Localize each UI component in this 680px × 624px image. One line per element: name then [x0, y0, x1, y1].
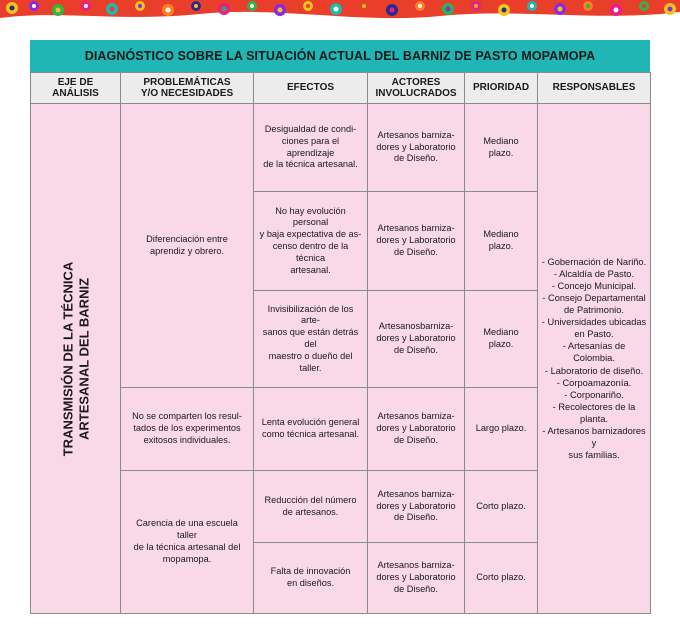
- header-efectos: EFECTOS: [254, 73, 368, 104]
- prioridad-cell: Mediano plazo.: [465, 192, 538, 291]
- responsable-item: - Gobernación de Nariño.: [541, 256, 647, 267]
- efecto-cell: No hay evolución personal y baja expectativa de as- censo dentro de la técnica artesanal.: [254, 192, 368, 291]
- table-row: [31, 104, 651, 192]
- responsable-item: - Recolectores de la planta.: [552, 401, 636, 424]
- efecto-cell: Desigualdad de condi- ciones para el aprendizaje de la técnica artesanal.: [254, 104, 368, 192]
- responsables-list: [541, 256, 647, 461]
- eje-label: TRANSMISIÓN DE LA TÉCNICA ARTESANAL DEL BARNIZ: [59, 261, 91, 456]
- responsable-item: sus familias.: [568, 450, 620, 461]
- responsable-item: - Concejo Municipal.: [551, 280, 637, 291]
- header-row: [31, 73, 651, 104]
- prioridad-cell: Largo plazo.: [465, 388, 538, 471]
- efecto-cell: Falta de innovación en diseños.: [254, 543, 368, 614]
- prioridad-cell: Mediano plazo.: [465, 291, 538, 388]
- responsable-item: - Universidades ubicadas: [541, 317, 647, 328]
- problem-cell: Diferenciación entre aprendiz y obrero.: [121, 104, 254, 388]
- table-title: DIAGNÓSTICO SOBRE LA SITUACIÓN ACTUAL DEL BARNIZ DE PASTO MOPAMOPA: [30, 40, 650, 72]
- responsable-item: - Artesanías de: [562, 341, 626, 352]
- prioridad-cell: Mediano plazo.: [465, 104, 538, 192]
- efecto-cell: Reducción del número de artesanos.: [254, 471, 368, 543]
- actores-cell: Artesanosbarniza- dores y Laboratorio de Diseño.: [368, 291, 465, 388]
- actores-cell: Artesanos barniza- dores y Laboratorio de Diseño.: [368, 471, 465, 543]
- problem-cell: No se comparten los resul- tados de los experimentos exitosos individuales.: [121, 388, 254, 471]
- responsable-item: en Pasto.: [574, 329, 614, 340]
- header-actores: ACTORES INVOLUCRADOS: [368, 73, 465, 104]
- header-problematicas: PROBLEMÁTICAS Y/O NECESIDADES: [121, 73, 254, 104]
- eje-cell: [31, 104, 121, 614]
- prioridad-cell: Corto plazo.: [465, 471, 538, 543]
- actores-cell: Artesanos barniza- dores y Laboratorio de Diseño.: [368, 543, 465, 614]
- responsables-cell: [538, 104, 651, 614]
- header-eje: EJE DE ANÁLISIS: [31, 73, 121, 104]
- decorative-floral-border: [0, 0, 680, 30]
- responsable-item: - Consejo Departamental: [542, 293, 646, 304]
- responsable-item: - Corponariño.: [564, 389, 624, 400]
- efecto-cell: Invisibilización de los arte- sanos que están detrás del maestro o dueño del taller.: [254, 291, 368, 388]
- header-responsables: RESPONSABLES: [538, 73, 651, 104]
- actores-cell: Artesanos barniza- dores y Laboratorio de Diseño.: [368, 388, 465, 471]
- actores-cell: Artesanos barniza- dores y Laboratorio de Diseño.: [368, 104, 465, 192]
- actores-cell: Artesanos barniza- dores y Laboratorio de Diseño.: [368, 192, 465, 291]
- prioridad-cell: Corto plazo.: [465, 543, 538, 614]
- problem-cell: Carencia de una escuela taller de la técnica artesanal del mopamopa.: [121, 471, 254, 614]
- responsable-item: - Corpoamazonía.: [556, 377, 632, 388]
- header-prioridad: PRIORIDAD: [465, 73, 538, 104]
- responsable-item: - Alcaldía de Pasto.: [553, 268, 635, 279]
- diagnosis-table: [30, 72, 651, 614]
- efecto-cell: Lenta evolución general como técnica artesanal.: [254, 388, 368, 471]
- responsable-item: - Artesanos barnizadores y: [542, 425, 646, 448]
- responsable-item: Colombia.: [573, 353, 615, 364]
- responsable-item: de Patrimonio.: [564, 305, 624, 316]
- responsable-item: - Laboratorio de diseño.: [544, 365, 644, 376]
